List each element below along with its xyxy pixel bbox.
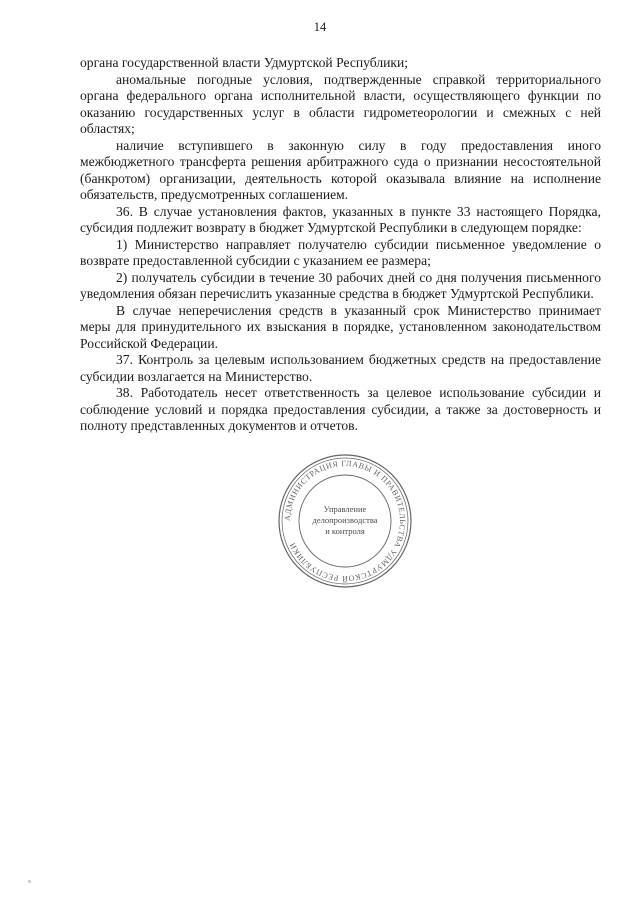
stamp-line-2: делопроизводства [312,515,378,525]
official-stamp [276,452,414,590]
paragraph-clause-36-item-2: 2) получатель субсидии в течение 30 рабочих дней со дня получения письменного уведомления обязан перечислить указанные средства в бюджет Удмуртской Республики. [80,269,601,301]
paragraph-clause-38: 38. Работодатель несет ответственность за целевое использование субсидии и соблюдение условий и порядка предоставления субсидии, а также за достоверность и полноту представленных документов и отчетов. [80,385,601,433]
stamp-ring-text: АДМИНИСТРАЦИЯ ГЛАВЫ И ПРАВИТЕЛЬСТВА УДМУРТСКОЙ РЕСПУБЛИКИ [282,458,408,584]
stamp-line-1: Управление [323,504,367,514]
paragraph-court-decision: наличие вступившего в законную силу в году предоставления иного межбюджетного трансферта решения арбитражного суда о признании несостоятельной (банкротом) организации, деятельность которой оказывала влияние на исполнение обязательств, предусмотренных соглашением. [80,137,601,202]
scan-speck [28,880,31,883]
paragraph-continuation: органа государственной власти Удмуртской Республики; [80,55,409,70]
paragraph-enforced-recovery: В случае неперечисления средств в указанный срок Министерство принимает меры для принудительного их взыскания в порядке, установленном законодательством Российской Федерации. [80,302,601,351]
document-body [80,55,601,435]
paragraph-clause-36-item-1: 1) Министерство направляет получателю субсидии письменное уведомление о возврате предоставленной субсидии с указанием ее размера; [80,236,601,268]
stamp-line-3: и контроля [325,526,365,536]
page-number: 14 [313,20,327,34]
paragraph-clause-36: 36. В случае установления фактов, указанных в пункте 33 настоящего Порядка, субсидия подлежит возврату в бюджет Удмуртской Республики в следующем порядке: [80,203,601,235]
paragraph-clause-37: 37. Контроль за целевым использованием бюджетных средств на предоставление субсидии возлагается на Министерство. [80,352,601,384]
paragraph-weather-conditions: аномальные погодные условия, подтвержденные справкой территориального органа федерального органа исполнительной власти, осуществляющего функции по оказанию государственных услуг в области гидрометеорологии и смежных с ней областях; [80,71,601,136]
